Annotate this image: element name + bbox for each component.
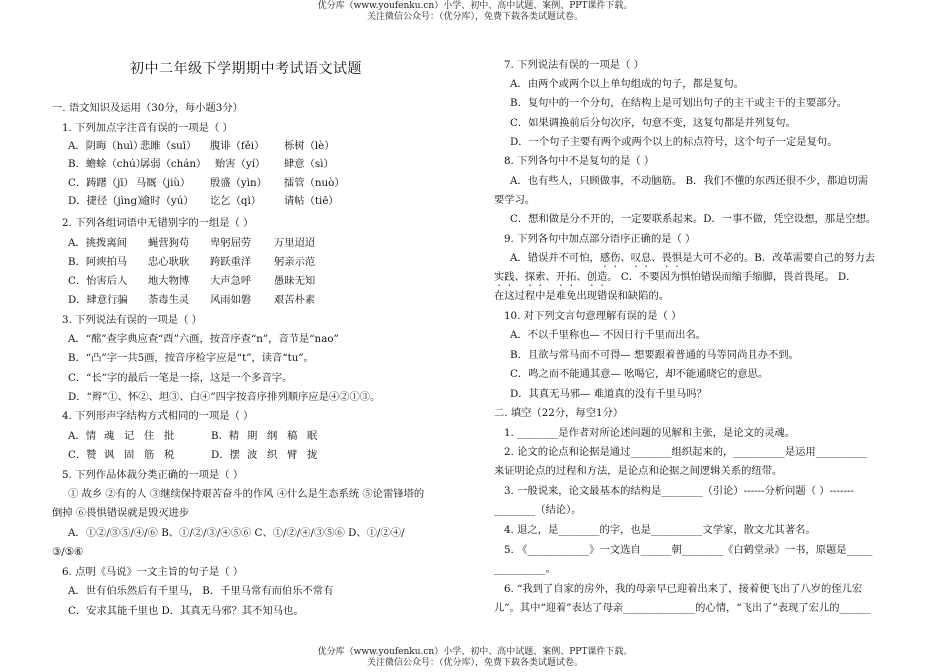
q4-char: 纲 [267, 430, 278, 442]
q2b-item: 忠心耿耿 [148, 256, 190, 268]
q2-option-d [68, 291, 315, 310]
footer-line-2: 关注微信公众号：（优分库），免费下载各类试题试卷。 [366, 658, 583, 668]
fill-2-line-2: 来证明论点的过程和方法，是论点和论据之间逻辑关系的纽带。 [494, 465, 783, 477]
fill-3-line-1: 3. 一般说来，论文最基本的结构是________（引论）------分析问题（ ）------- [504, 485, 854, 497]
q2d-item: 艰苦朴素 [274, 294, 316, 306]
header-line-2: 关注微信公众号：（优分库），免费下载各类试题试卷。 [366, 12, 583, 22]
question-10: 10. 对下列文言句意理解有误的是（ ） [504, 310, 682, 322]
q2-option-c [68, 272, 315, 291]
q9-line-1 [510, 249, 875, 270]
q2d-item: 风雨如磐 [210, 294, 252, 306]
q10-option-c: C．鸣之而不能通其意— 吆喝它，却不能通晓它的意思。 [510, 368, 769, 380]
q9-line-3: 在这过程中是难免出现错误和缺陷的。 [494, 290, 670, 302]
q2a-item: 万里迢迢 [274, 237, 316, 249]
q2b-item: 跨跃重洋 [210, 256, 252, 268]
q2d-item: 荼毒生灵 [148, 294, 190, 306]
q4-char: 眠 [307, 430, 318, 442]
question-1: 1. 下列加点字注音有误的一项是（ ） [62, 122, 233, 134]
question-6: 6. 点明《马说》一文主旨的句子是（ ） [62, 566, 244, 578]
q2a-item: 卑躬屈劳 [210, 237, 252, 249]
q3-option-b: B．“凸”字一共5画，按音序检字应是“t”，读音“tu”。 [68, 352, 314, 364]
question-2: 2. 下列各组词语中无错别字的一组是（ ） [62, 217, 254, 229]
q1b-item: B．蟾蜍（chú） [68, 158, 147, 170]
question-3: 3. 下列说法有误的一项是（ ） [62, 314, 202, 326]
q10-option-b: B．且欲与常马而不可得— 想要跟着普通的马等同尚且办不到。 [510, 349, 799, 361]
q4-char: 期 [247, 430, 258, 442]
q2c-item: C．怡害后人 [68, 275, 128, 287]
q1-option-b [68, 155, 334, 174]
header-line-1: 优分库（www.youfenku.cn）小学、初中、高中试题、案例、PPT课件下载。 [317, 1, 633, 11]
q4-char: 筋 [144, 449, 155, 461]
q3-option-c: C．“长”字的最后一笔是一捺，这是一个多音字。 [68, 372, 293, 384]
page-title: 初中二年级下学期期中考试语文试题 [130, 61, 362, 77]
q5-line-1: ① 故乡 ②有的人 ③继续保持艰苦奋斗的作风 ④什么是生态系统 ⑤论雷锋塔的 [68, 488, 425, 500]
q4-char: A．情 [68, 430, 97, 442]
q1d-item: 逾时（yú） [140, 195, 194, 207]
fill-6-line-1: 6. “我到了自家的房外，我的母亲早已迎着出来了，接着便飞出了八岁的侄儿宏 [504, 583, 863, 595]
q4-char: 讽 [104, 449, 115, 461]
q1b-item: 孱弱（chán） [140, 158, 207, 170]
q4-char: 税 [164, 449, 175, 461]
q1-option-a [68, 137, 335, 156]
q9-text: 是大可不必的。B．改革需要自己的努力去 [682, 252, 876, 264]
page-header [0, 1, 950, 23]
q2c-item: 愚昧无知 [274, 275, 316, 287]
footer-line-1: 优分库（www.youfenku.cn）小学、初中、高中试题、案例、PPT课件下载。 [317, 647, 633, 657]
q1-option-d [68, 192, 339, 211]
q1d-item: 请帖（tiē） [284, 195, 339, 207]
question-4: 4. 下列形声字结构方式相同的一项是（ ） [62, 410, 254, 422]
q10-option-d: D．其真无马邪— 难道真的没有千里马吗？ [510, 388, 707, 400]
q8-line-3: C．想和做是分不开的，一定要联系起来。D．一事不做，凭空设想，那是空想。 [510, 213, 877, 225]
q8-line-2: 要学习。 [494, 194, 536, 206]
q2a-item: 蝇营狗苟 [148, 237, 190, 249]
q4-char: B．精 [211, 430, 240, 442]
q4-char: 织 [267, 449, 278, 461]
q7-option-b: B．复句中的一个分句，在结构上是可划出句子的主干或主干的主要部分。 [510, 97, 848, 109]
q9-text: A．错误并不可怕， [510, 252, 600, 264]
q9-text: 。 C．不要因为惧怕错误而缩手缩脚，畏首畏尾。 D． [607, 271, 857, 283]
q4-option-c [68, 446, 317, 465]
q1a-item: 栎树（lè） [284, 140, 335, 152]
section-1-heading: 一. 语文知识及运用（30分，每小题3分） [52, 102, 243, 114]
q4-char: D．摆 [211, 449, 240, 461]
fill-5-line-2: __________。 [494, 563, 556, 575]
fill-5-line-1: 5. 《____________》一文选自______朝________《白鹤堂录》一书，原题是_____ [504, 544, 873, 556]
page-footer [0, 647, 950, 669]
q4-char: C．赞 [68, 449, 97, 461]
fill-6-line-2: 儿”。其中“迎着”表达了母亲______________的心情，“飞出了”表现了宏儿的______ [494, 602, 871, 614]
q2d-item: D．肆意行骗 [68, 294, 128, 306]
q1c-item: C．踌躇（jī） [68, 177, 134, 189]
section-2-heading: 二. 填空（22分，每空1分） [494, 407, 624, 419]
q1b-item: 肆意（sì） [284, 158, 334, 170]
q1a-item: 悲雎（suī） [140, 140, 197, 152]
q5-line-2: 倒掉 ⑥畏惧错误就是毁灭进步 [52, 507, 190, 519]
q8-line-1: A．也有些人，只顾做事，不动脑筋。 B．我们不懂的东西还很不少，都迫切需 [510, 175, 869, 187]
q1d-item: 讫乞（qì） [210, 195, 262, 207]
q1a-item: A．阴晦（huì） [68, 140, 144, 152]
q2-option-b [68, 253, 315, 272]
q4-char: 记 [124, 430, 135, 442]
q2-option-a [68, 234, 315, 253]
q4-option-a [68, 427, 317, 446]
q1-option-c [68, 174, 345, 193]
fill-3-line-2: ________（结论）。 [494, 504, 582, 516]
q4-char: 固 [124, 449, 135, 461]
q2b-item: B．阿谀拍马 [68, 256, 128, 268]
fill-4: 4. 退之，是________的字，也是__________文学家，散文尤其著名。 [504, 524, 816, 536]
q1c-item: 殷盛（yìn） [210, 177, 267, 189]
q4-char: 臂 [287, 449, 298, 461]
q1c-item: 马厩（jiù） [136, 177, 191, 189]
q9-dotted-phrase: 实践、探索、开拓、创造 [494, 271, 608, 283]
q3-option-a: A．“酩”查字典应查“酉”六画，按音序查“n”，音节是“nao” [68, 333, 339, 345]
q4-char: 批 [164, 430, 175, 442]
q4-char: 住 [144, 430, 155, 442]
question-5: 5. 下列作品体裁分类正确的一项是（ ） [62, 469, 244, 481]
q1d-item: D．捷径（jìng） [68, 195, 148, 207]
q2c-item: 大声急呼 [210, 275, 252, 287]
question-7: 7. 下列说法有误的一项是（ ） [504, 59, 644, 71]
q7-option-c: C．如果调换前后分句次序，句意不变，这复句都是并列复句。 [510, 117, 796, 129]
q10-option-a: A．不以千里称也— 不因日行千里而出名。 [510, 329, 707, 341]
q6-options-cd: C．安求其能千里也 D．其真无马邪？其不知马也。 [68, 605, 304, 617]
q5-line-4: ③/⑤⑥ [52, 546, 84, 558]
q1c-item: 擂管（nuò） [284, 177, 345, 189]
q9-dotted-phrase: 感伤、叹息、畏惧 [599, 252, 683, 264]
question-8: 8. 下列各句中不是复句的是（ ） [504, 155, 655, 167]
q6-options-ab: A．世有伯乐然后有千里马， B．千里马常有而伯乐不常有 [68, 585, 334, 597]
q9-line-2 [494, 268, 856, 289]
q4-char: 波 [247, 449, 258, 461]
q4-char: 拢 [307, 449, 318, 461]
q3-option-d: D．“辫”①、怀②、坦③、白④”四字按音序排列顺序应是④②①③。 [68, 391, 381, 403]
q1b-item: 贻害（yí） [215, 158, 266, 170]
question-9: 9. 下列各句中加点部分语序正确的是（ ） [504, 233, 696, 245]
q2b-item: 躬亲示范 [274, 256, 316, 268]
fill-2-line-1: 2. 论文的论点和论据是通过________组织起来的，__________是运用__________ [504, 446, 868, 458]
q2c-item: 地大物博 [148, 275, 190, 287]
fill-1: 1. ________是作者对所论述问题的见解和主张，是论文的灵魂。 [504, 427, 796, 439]
q2a-item: A．挑拨离间 [68, 237, 127, 249]
q4-char: 魂 [104, 430, 115, 442]
q5-line-3: A．①②/③⑤/④/⑥ B、①/②/③/④⑤⑥ C、①/②/④/③⑤⑥ D、①/②④/ [68, 527, 405, 539]
q4-char: 稿 [287, 430, 298, 442]
q7-option-a: A．由两个或两个以上单句组成的句子，都是复句。 [510, 78, 744, 90]
q7-option-d: D．一个句子主要有两个或两个以上的标点符号，这个句子一定是复句。 [510, 136, 838, 148]
q1a-item: 腹诽（fěi） [210, 140, 265, 152]
